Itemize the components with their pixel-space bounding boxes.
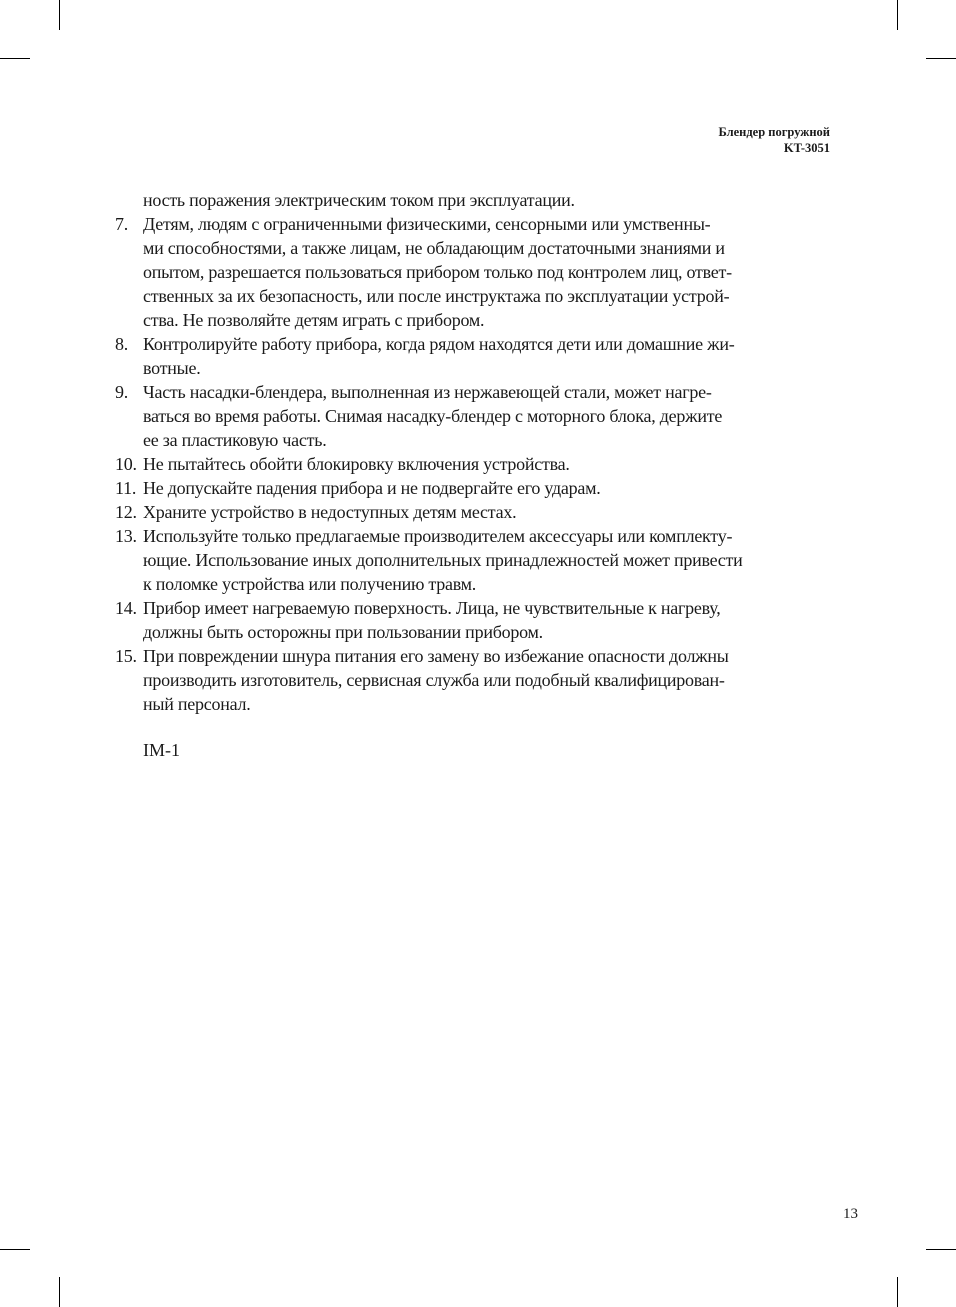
text-line: ность поражения электрическим током при эксплуатации. xyxy=(143,190,575,210)
crop-mark xyxy=(926,58,956,59)
text-line xyxy=(115,212,835,236)
text-line xyxy=(115,644,835,668)
text-line xyxy=(115,620,835,644)
line-text: вотные. xyxy=(143,358,201,378)
item-number: 13. xyxy=(115,526,137,546)
crop-mark xyxy=(59,0,60,30)
text-line xyxy=(115,428,835,452)
crop-mark xyxy=(0,58,30,59)
list-item xyxy=(115,452,835,476)
text-line xyxy=(115,572,835,596)
text-line xyxy=(115,308,835,332)
list-item xyxy=(115,596,835,644)
line-text: производить изготовитель, сервисная служба или подобный квалифицирован- xyxy=(143,670,725,690)
line-text: должны быть осторожны при пользовании прибором. xyxy=(143,622,543,642)
text-line xyxy=(115,548,835,572)
document-code: IM-1 xyxy=(143,740,180,760)
header-title: Блендер погружной xyxy=(718,125,830,139)
text-line xyxy=(115,236,835,260)
text-line xyxy=(115,524,835,548)
list-item xyxy=(115,644,835,716)
text-line xyxy=(115,500,835,524)
safety-instructions-list xyxy=(115,188,835,716)
header-model: KT-3051 xyxy=(783,141,830,155)
crop-mark xyxy=(926,1249,956,1250)
text-line xyxy=(115,380,835,404)
item-number: 7. xyxy=(115,214,128,234)
list-item xyxy=(115,524,835,596)
line-text: Детям, людям с ограниченными физическими, сенсорными или умственны- xyxy=(143,214,711,234)
line-text: Часть насадки-блендера, выполненная из нержавеющей стали, может нагре- xyxy=(143,382,712,402)
crop-mark xyxy=(897,0,898,30)
line-text: ми способностями, а также лицам, не обладающим достаточными знаниями и xyxy=(143,238,725,258)
text-line xyxy=(115,332,835,356)
item-number: 12. xyxy=(115,502,137,522)
line-text: Контролируйте работу прибора, когда рядом находятся дети или домашние жи- xyxy=(143,334,735,354)
text-line xyxy=(115,596,835,620)
text-line xyxy=(115,260,835,284)
text-line xyxy=(115,356,835,380)
text-line xyxy=(115,452,835,476)
text-line xyxy=(115,404,835,428)
item-number: 8. xyxy=(115,334,128,354)
running-header xyxy=(718,124,830,156)
line-text: ный персонал. xyxy=(143,694,251,714)
item-number: 14. xyxy=(115,598,137,618)
item-number: 10. xyxy=(115,454,137,474)
list-item xyxy=(115,380,835,452)
line-text: Не допускайте падения прибора и не подвергайте его ударам. xyxy=(143,478,601,498)
line-text: ваться во время работы. Снимая насадку-блендер с моторного блока, держите xyxy=(143,406,723,426)
text-line xyxy=(115,692,835,716)
line-text: опытом, разрешается пользоваться прибором только под контролем лиц, ответ- xyxy=(143,262,732,282)
text-line xyxy=(115,476,835,500)
line-text: При повреждении шнура питания его замену во избежание опасности должны xyxy=(143,646,729,666)
line-text: Прибор имеет нагреваемую поверхность. Лица, не чувствительные к нагреву, xyxy=(143,598,721,618)
line-text: ства. Не позволяйте детям играть с прибором. xyxy=(143,310,485,330)
list-item xyxy=(115,500,835,524)
crop-mark xyxy=(59,1277,60,1307)
line-text: ющие. Использование иных дополнительных принадлежностей может привести xyxy=(143,550,743,570)
crop-mark xyxy=(0,1249,30,1250)
list-item xyxy=(115,332,835,380)
list-item xyxy=(115,476,835,500)
line-text: Не пытайтесь обойти блокировку включения устройства. xyxy=(143,454,570,474)
item-number: 15. xyxy=(115,646,137,666)
page-number: 13 xyxy=(843,1206,858,1222)
line-text: Храните устройство в недоступных детям местах. xyxy=(143,502,517,522)
list-item xyxy=(115,212,835,332)
item-number: 9. xyxy=(115,382,128,402)
text-line xyxy=(115,668,835,692)
item-number: 11. xyxy=(115,478,137,498)
line-text: ее за пластиковую часть. xyxy=(143,430,327,450)
line-text: к поломке устройства или получению травм. xyxy=(143,574,477,594)
text-line xyxy=(115,284,835,308)
line-text: ственных за их безопасность, или после инструктажа по эксплуатации устрой- xyxy=(143,286,730,306)
crop-mark xyxy=(897,1277,898,1307)
line-text: Используйте только предлагаемые производителем аксессуары или комплекту- xyxy=(143,526,733,546)
